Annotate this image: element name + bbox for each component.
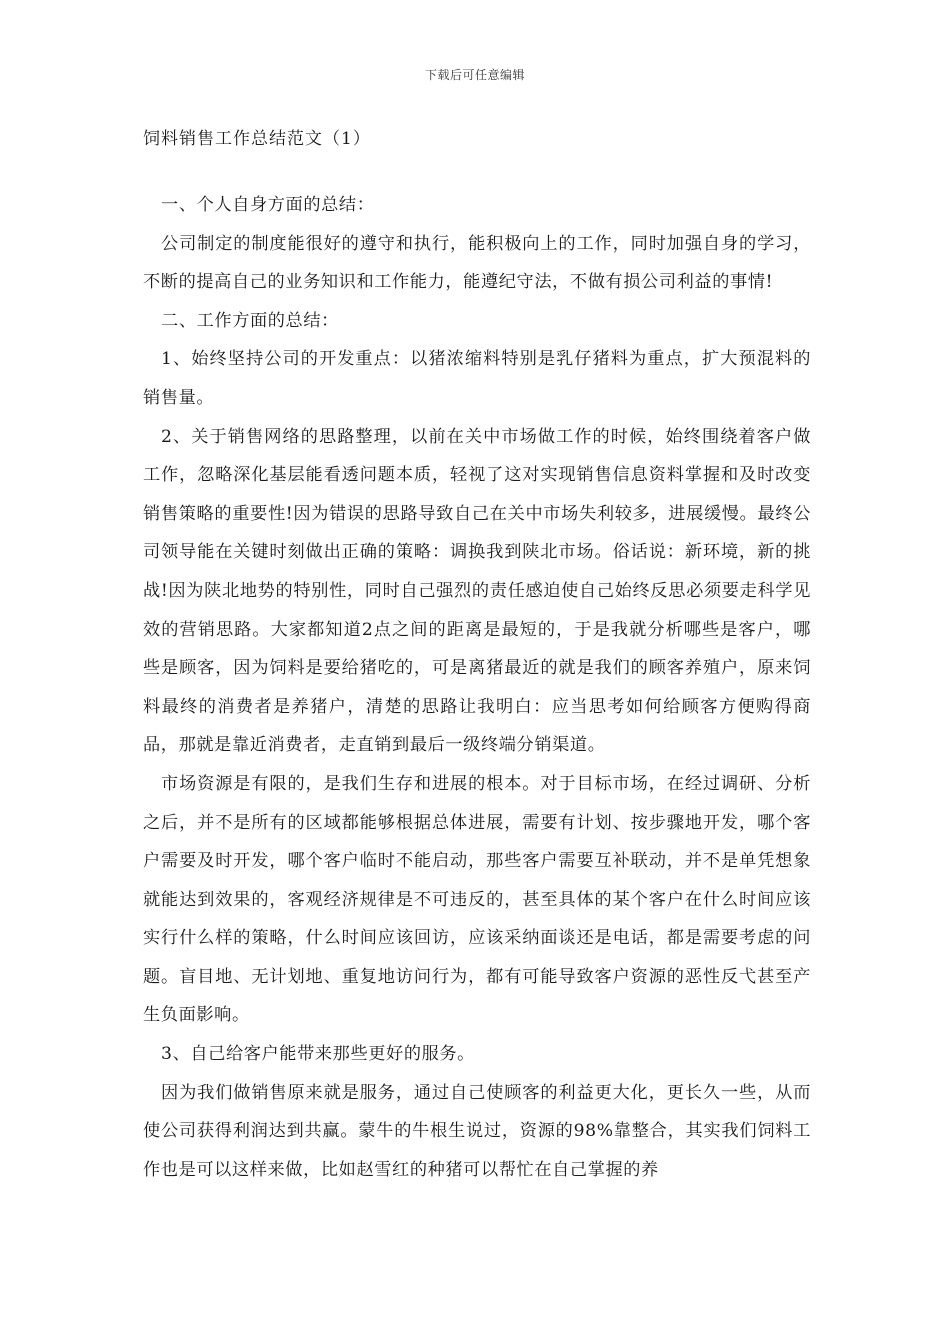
paragraph: 公司制定的制度能很好的遵守和执行，能积极向上的工作，同时加强自身的学习，不断的提高自己的业务知识和工作能力，能遵纪守法，不做有损公司利益的事情! [143, 233, 811, 293]
paragraph: 市场资源是有限的，是我们生存和进展的根本。对于目标市场，在经过调研、分析之后，并不是所有的区域都能够根据总体进展，需要有计划、按步骤地开发，哪个客户需要及时开发，哪个客户临时不能启动，那些客户需要互补联动，并不是单凭想象就能达到效果的，客观经济规律是不可违反的，甚至具体的某个客户在什么时间应该实行什么样的策略，什么时间应该回访，应该采纳面谈还是电话，都是需要考虑的问题。盲目地、无计划地、重复地访问行为，都有可能导致客户资源的恶性反弋甚至产生负面影响。 [143, 773, 811, 1026]
paragraph: 因为我们做销售原来就是服务，通过自己使顾客的利益更大化，更长久一些，从而使公司获得利润达到共赢。蒙牛的牛根生说过，资源的98%靠整合，其实我们饲料工作也是可以这样来做，比如赵雪红的种猪可以帮忙在自己掌握的养 [143, 1082, 811, 1180]
paragraph: 二、工作方面的总结： [161, 310, 339, 331]
document-body [143, 186, 811, 1189]
paragraph: 3、自己给客户能带来那些更好的服务。 [161, 1044, 475, 1065]
header-note: 下载后可任意编辑 [424, 68, 525, 82]
paragraph: 一、个人自身方面的总结： [161, 195, 375, 215]
document-title: 饲料销售工作总结范文（1） [143, 129, 371, 149]
paragraph: 2、关于销售网络的思路整理，以前在关中市场做工作的时候，始终围绕着客户做工作，忽略深化基层能看透问题本质，轻视了这对实现销售信息资料掌握和及时改变销售策略的重要性!因为错误的思路导致自己在关中市场失利较多，进展缓慢。最终公司领导能在关键时刻做出正确的策略：调换我到陕北市场。俗话说：新环境，新的挑战!因为陕北地势的特别性，同时自己强烈的责任感迫使自己始终反思必须要走科学见效的营销思路。大家都知道2点之间的距离是最短的，于是我就分析哪些是客户，哪些是顾客，因为饲料是要给猪吃的，可是离猪最近的就是我们的顾客养殖户，原来饲料最终的消费者是养猪户，清楚的思路让我明白：应当思考如何给顾客方便购得商品，那就是靠近消费者，走直销到最后一级终端分销渠道。 [143, 426, 811, 756]
paragraph: 1、始终坚持公司的开发重点：以猪浓缩料特别是乳仔猪料为重点，扩大预混料的销售量。 [143, 349, 811, 408]
